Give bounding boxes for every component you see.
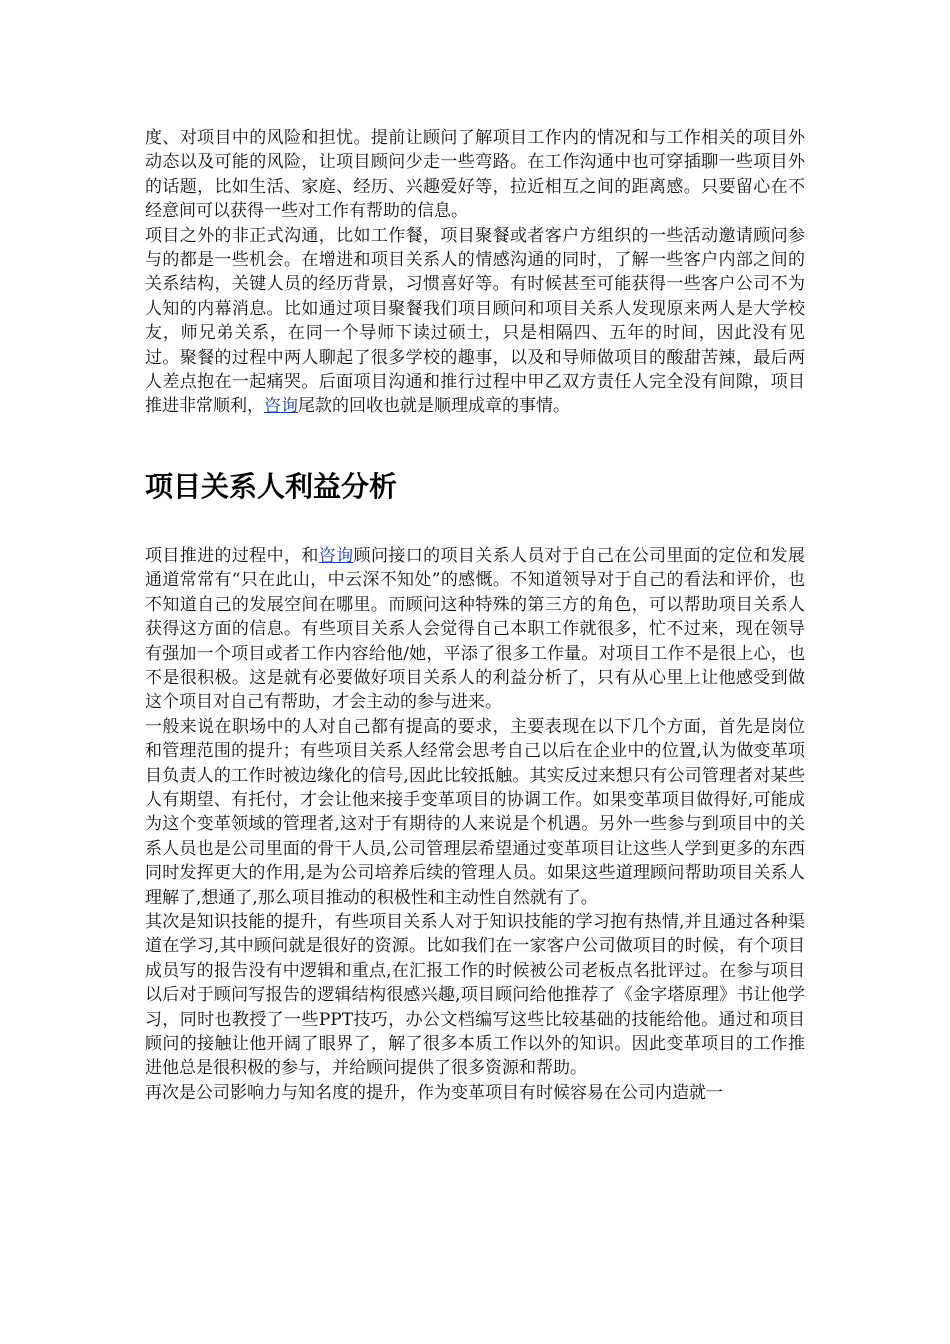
paragraph-text: 尾款的回收也就是顺理成章的事情。 <box>298 396 570 417</box>
paragraph: 其次是知识技能的提升，有些项目关系人对于知识技能的学习抱有热情,并且通过各种渠道在学习,其中顾问就是很好的资源。比如我们在一家客户公司做项目的时候，有个项目成员写的报告没有中逻辑和重点,在汇报工作的时候被公司老板点名批评过。在参与项目以后对于顾问写报告的逻辑结构很感兴趣,项目顾问给他推荐了《金字塔原理》书让他学习，同时也教授了一些PPT技巧，办公文档编写这些比较基础的技能给他。通过和项目顾问的接触让他开阔了眼界了，解了很多本质工作以外的知识。因此变革项目的工作推进他总是很积极的参与，并给顾问提供了很多资源和帮助。 <box>145 911 805 1079</box>
paragraph-text: 顾问接口的项目关系人员对于自己在公司里面的定位和发展通道常常有“只在此山，中云深不知处”的感慨。不知道领导对于自己的看法和评价，也不知道自己的发展空间在哪里。而顾问这种特殊的第三方的角色，可以帮助项目关系人获得这方面的信息。有些项目关系人会觉得自己本职工作就很多，忙不过来，现在领导有强加一个项目或者工作内容给他/她，平添了很多工作量。对项目工作不是很上心，也不是很积极。这是就有必要做好项目关系人的利益分析了，只有从心里上让他感受到做这个项目对自己有帮助，才会主动的参与进来。 <box>145 545 806 713</box>
section-heading: 项目关系人利益分析 <box>145 469 398 503</box>
paragraph: 一般来说在职场中的人对自己都有提高的要求，主要表现在以下几个方面，首先是岗位和管理范围的提升；有些项目关系人经常会思考自己以后在企业中的位置,认为做变革项目负责人的工作时被边缘化的信号,因此比较抵触。其实反过来想只有公司管理者对某些人有期望、有托付，才会让他来接手变革项目的协调工作。如果变革项目做得好,可能成为这个变革领域的管理者,这对于有期待的人来说是个机遇。另外一些参与到项目中的关系人员也是公司里面的骨干人员,公司管理层希望通过变革项目让这些人学到更多的东西同时发挥更大的作用,是为公司培养后续的管理人员。如果这些道理顾问帮助项目关系人理解了,想通了,那么项目推动的积极性和主动性自然就有了。 <box>145 716 805 908</box>
consulting-link[interactable]: 咨询 <box>264 396 298 417</box>
paragraph: 再次是公司影响力与知名度的提升，作为变革项目有时候容易在公司内造就一 <box>145 1082 723 1103</box>
document-page <box>145 126 805 1105</box>
paragraph <box>145 224 805 419</box>
paragraph <box>145 544 805 715</box>
paragraph-text: 项目之外的非正式沟通，比如工作餐，项目聚餐或者客户方组织的一些活动邀请顾问参与的都是一些机会。在增进和项目关系人的情感沟通的同时，了解一些客户内部之间的关系结构，关键人员的经历背景，习惯喜好等。有时候甚至可能获得一些客户公司不为人知的内幕消息。比如通过项目聚餐我们项目顾问和项目关系人发现原来两人是大学校友，师兄弟关系，在同一个导师下读过硕士，只是相隔四、五年的时间，因此没有见过。聚餐的过程中两人聊起了很多学校的趣事，以及和导师做项目的酸甜苦辣，最后两人差点抱在一起痛哭。后面项目沟通和推行过程中甲乙双方责任人完全没有间隙，项目推进非常顺利， <box>145 225 805 417</box>
consulting-link[interactable]: 咨询 <box>318 545 354 566</box>
paragraph: 度、对项目中的风险和担忧。提前让顾问了解项目工作内的情况和与工作相关的项目外动态以及可能的风险，让项目顾问少走一些弯路。在工作沟通中也可穿插聊一些项目外的话题，比如生活、家庭、经历、兴趣爱好等，拉近相互之间的距离感。只要留心在不经意间可以获得一些对工作有帮助的信息。 <box>145 128 805 222</box>
paragraph-text: 项目推进的过程中，和 <box>145 545 319 566</box>
